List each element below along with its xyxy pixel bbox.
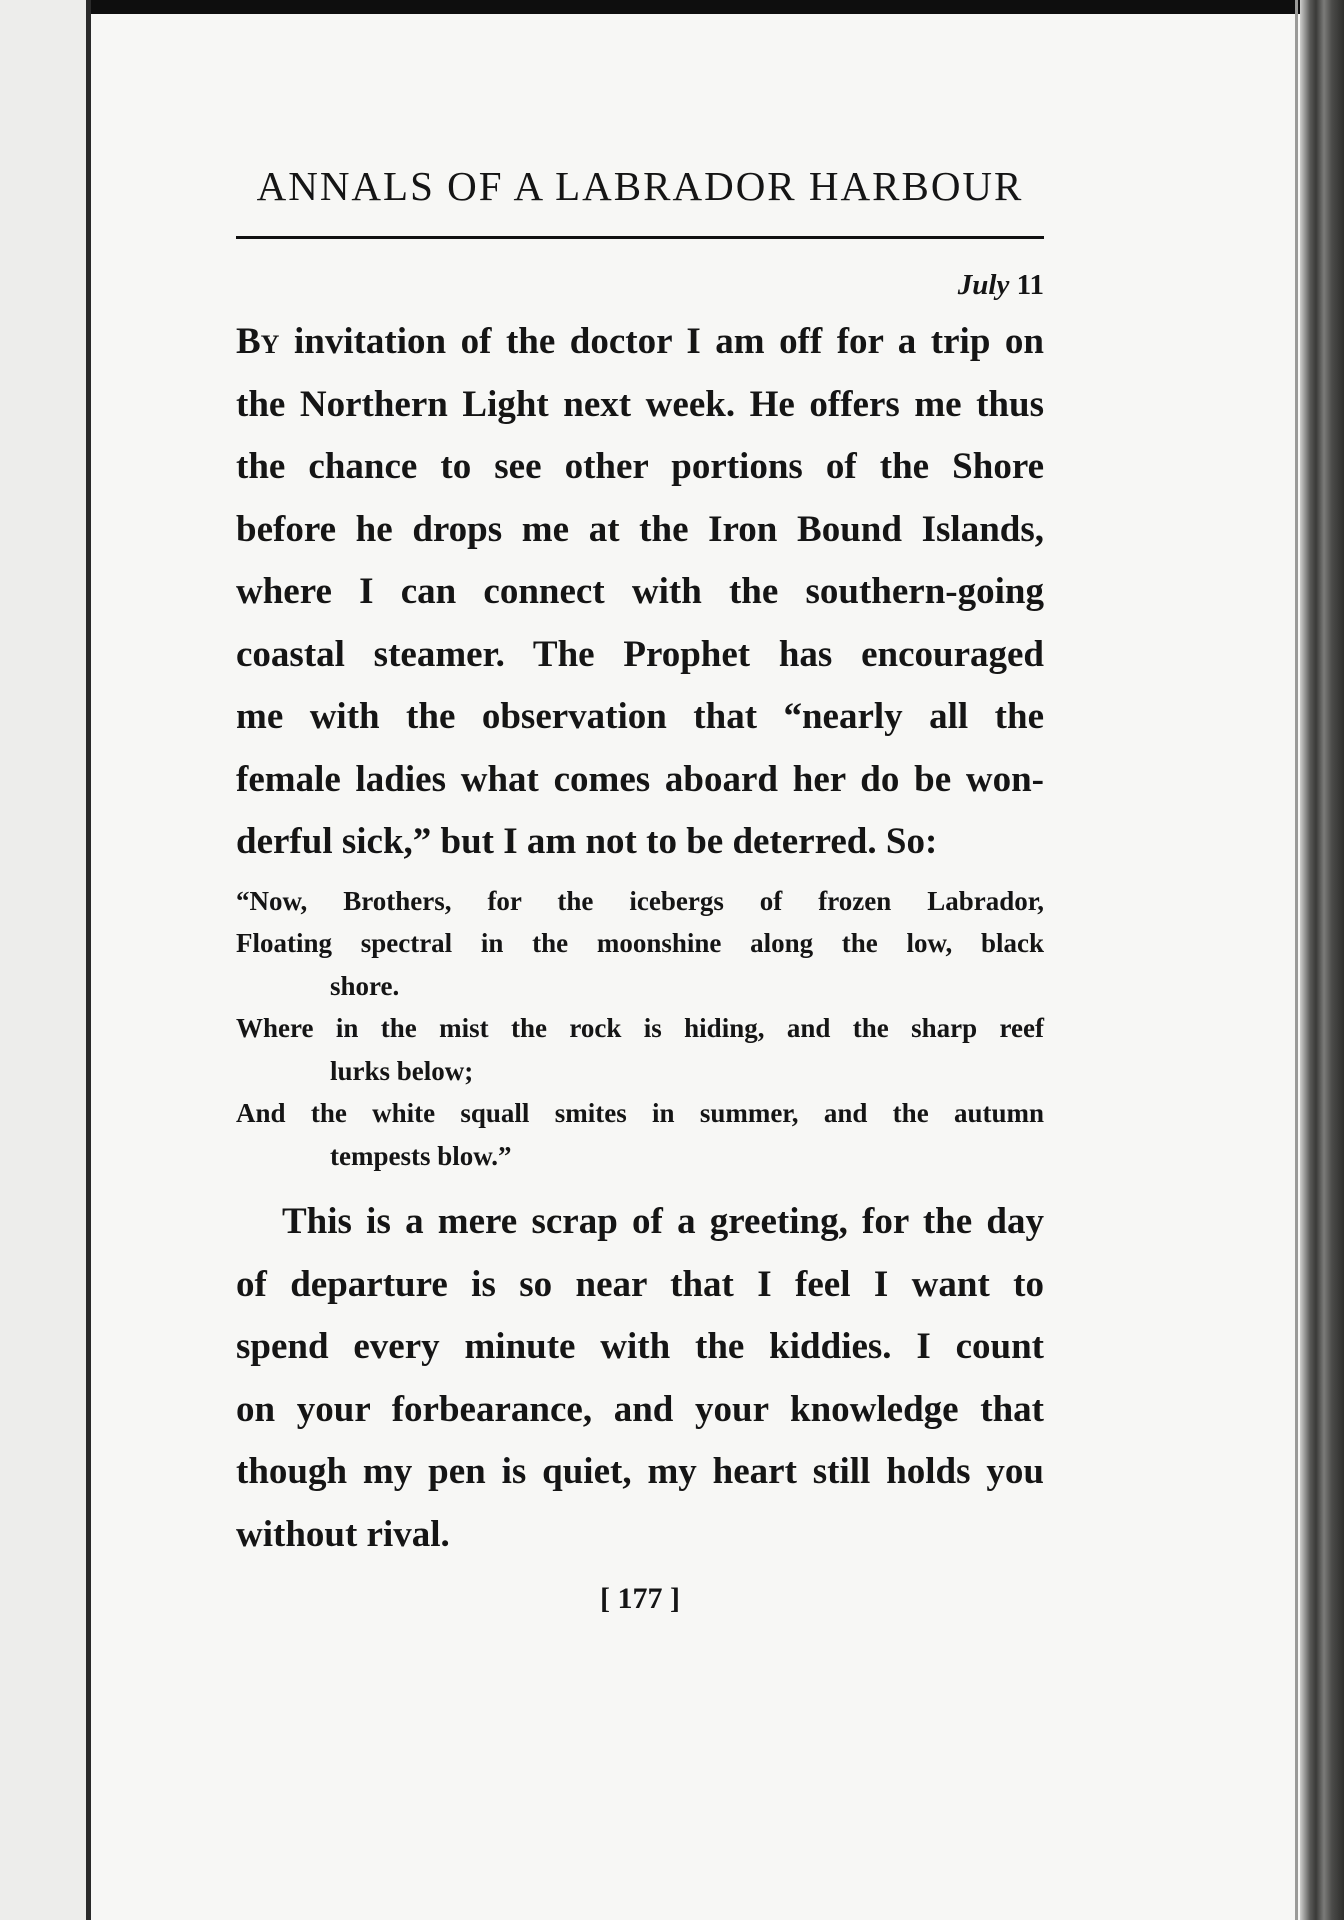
paragraph-1-line: By invitation of the doctor I am off for a trip on xyxy=(236,321,1044,362)
verse-line-continuation: tempests blow.” xyxy=(330,1140,512,1171)
page-edge-line xyxy=(1295,0,1298,1920)
paragraph-1-line: coastal steamer. The Prophet has encouraged xyxy=(236,633,1044,675)
paragraph-1 xyxy=(236,311,1044,874)
paragraph-1-line: derful sick,” but I am not to be deterred. So: xyxy=(236,821,938,862)
facing-page-margin xyxy=(0,0,88,1920)
scan-top-edge xyxy=(0,0,1344,14)
entry-date xyxy=(236,271,1044,303)
paragraph-2-line: without rival. xyxy=(236,1513,450,1555)
book-page xyxy=(236,150,1044,1614)
verse-line-continuation: lurks below; xyxy=(330,1055,474,1086)
book-block-edge xyxy=(1300,0,1344,1920)
paragraph-2-line: on your forbearance, and your knowledge that xyxy=(236,1388,1044,1430)
paragraph-2-line: though my pen is quiet, my heart still holds you xyxy=(236,1451,1044,1492)
paragraph-1-line: me with the observation that “nearly all the xyxy=(236,696,1044,737)
verse-line: Floating spectral in the moonshine along the low, black xyxy=(236,928,1044,958)
verse-line: “Now, Brothers, for the icebergs of frozen Labrador, xyxy=(236,885,1044,916)
verse-line: Where in the mist the rock is hiding, and the sharp reef xyxy=(236,1013,1044,1043)
paragraph-1-line: where I can connect with the southern-going xyxy=(236,571,1044,612)
date-day: 11 xyxy=(1016,269,1044,301)
paragraph-2-line: This is a mere scrap of a greeting, for the day xyxy=(282,1201,1044,1242)
small-caps-opening: By xyxy=(236,321,280,362)
paragraph-2-line: spend every minute with the kiddies. I count xyxy=(236,1326,1044,1367)
verse-quotation xyxy=(236,880,1044,1178)
verse-line-continuation: shore. xyxy=(330,970,400,1001)
date-month: July xyxy=(957,269,1010,301)
page-number: [ 177 ] xyxy=(600,1582,680,1615)
running-head: ANNALS OF A LABRADOR HARBOUR xyxy=(256,163,1024,209)
paragraph-1-line: before he drops me at the Iron Bound Islands, xyxy=(236,508,1044,550)
paragraph-1-line: the Northern Light next week. He offers me thus xyxy=(236,383,1044,425)
paragraph-1-line: female ladies what comes aboard her do be won- xyxy=(236,758,1044,800)
paragraph-2 xyxy=(236,1191,1044,1566)
binding-edge xyxy=(86,0,91,1920)
paragraph-1-line: the chance to see other portions of the Shore xyxy=(236,446,1044,487)
paragraph-2-line: of departure is so near that I feel I want to xyxy=(236,1263,1044,1305)
verse-line: And the white squall smites in summer, and the autumn xyxy=(236,1098,1044,1128)
header-rule xyxy=(236,236,1044,239)
